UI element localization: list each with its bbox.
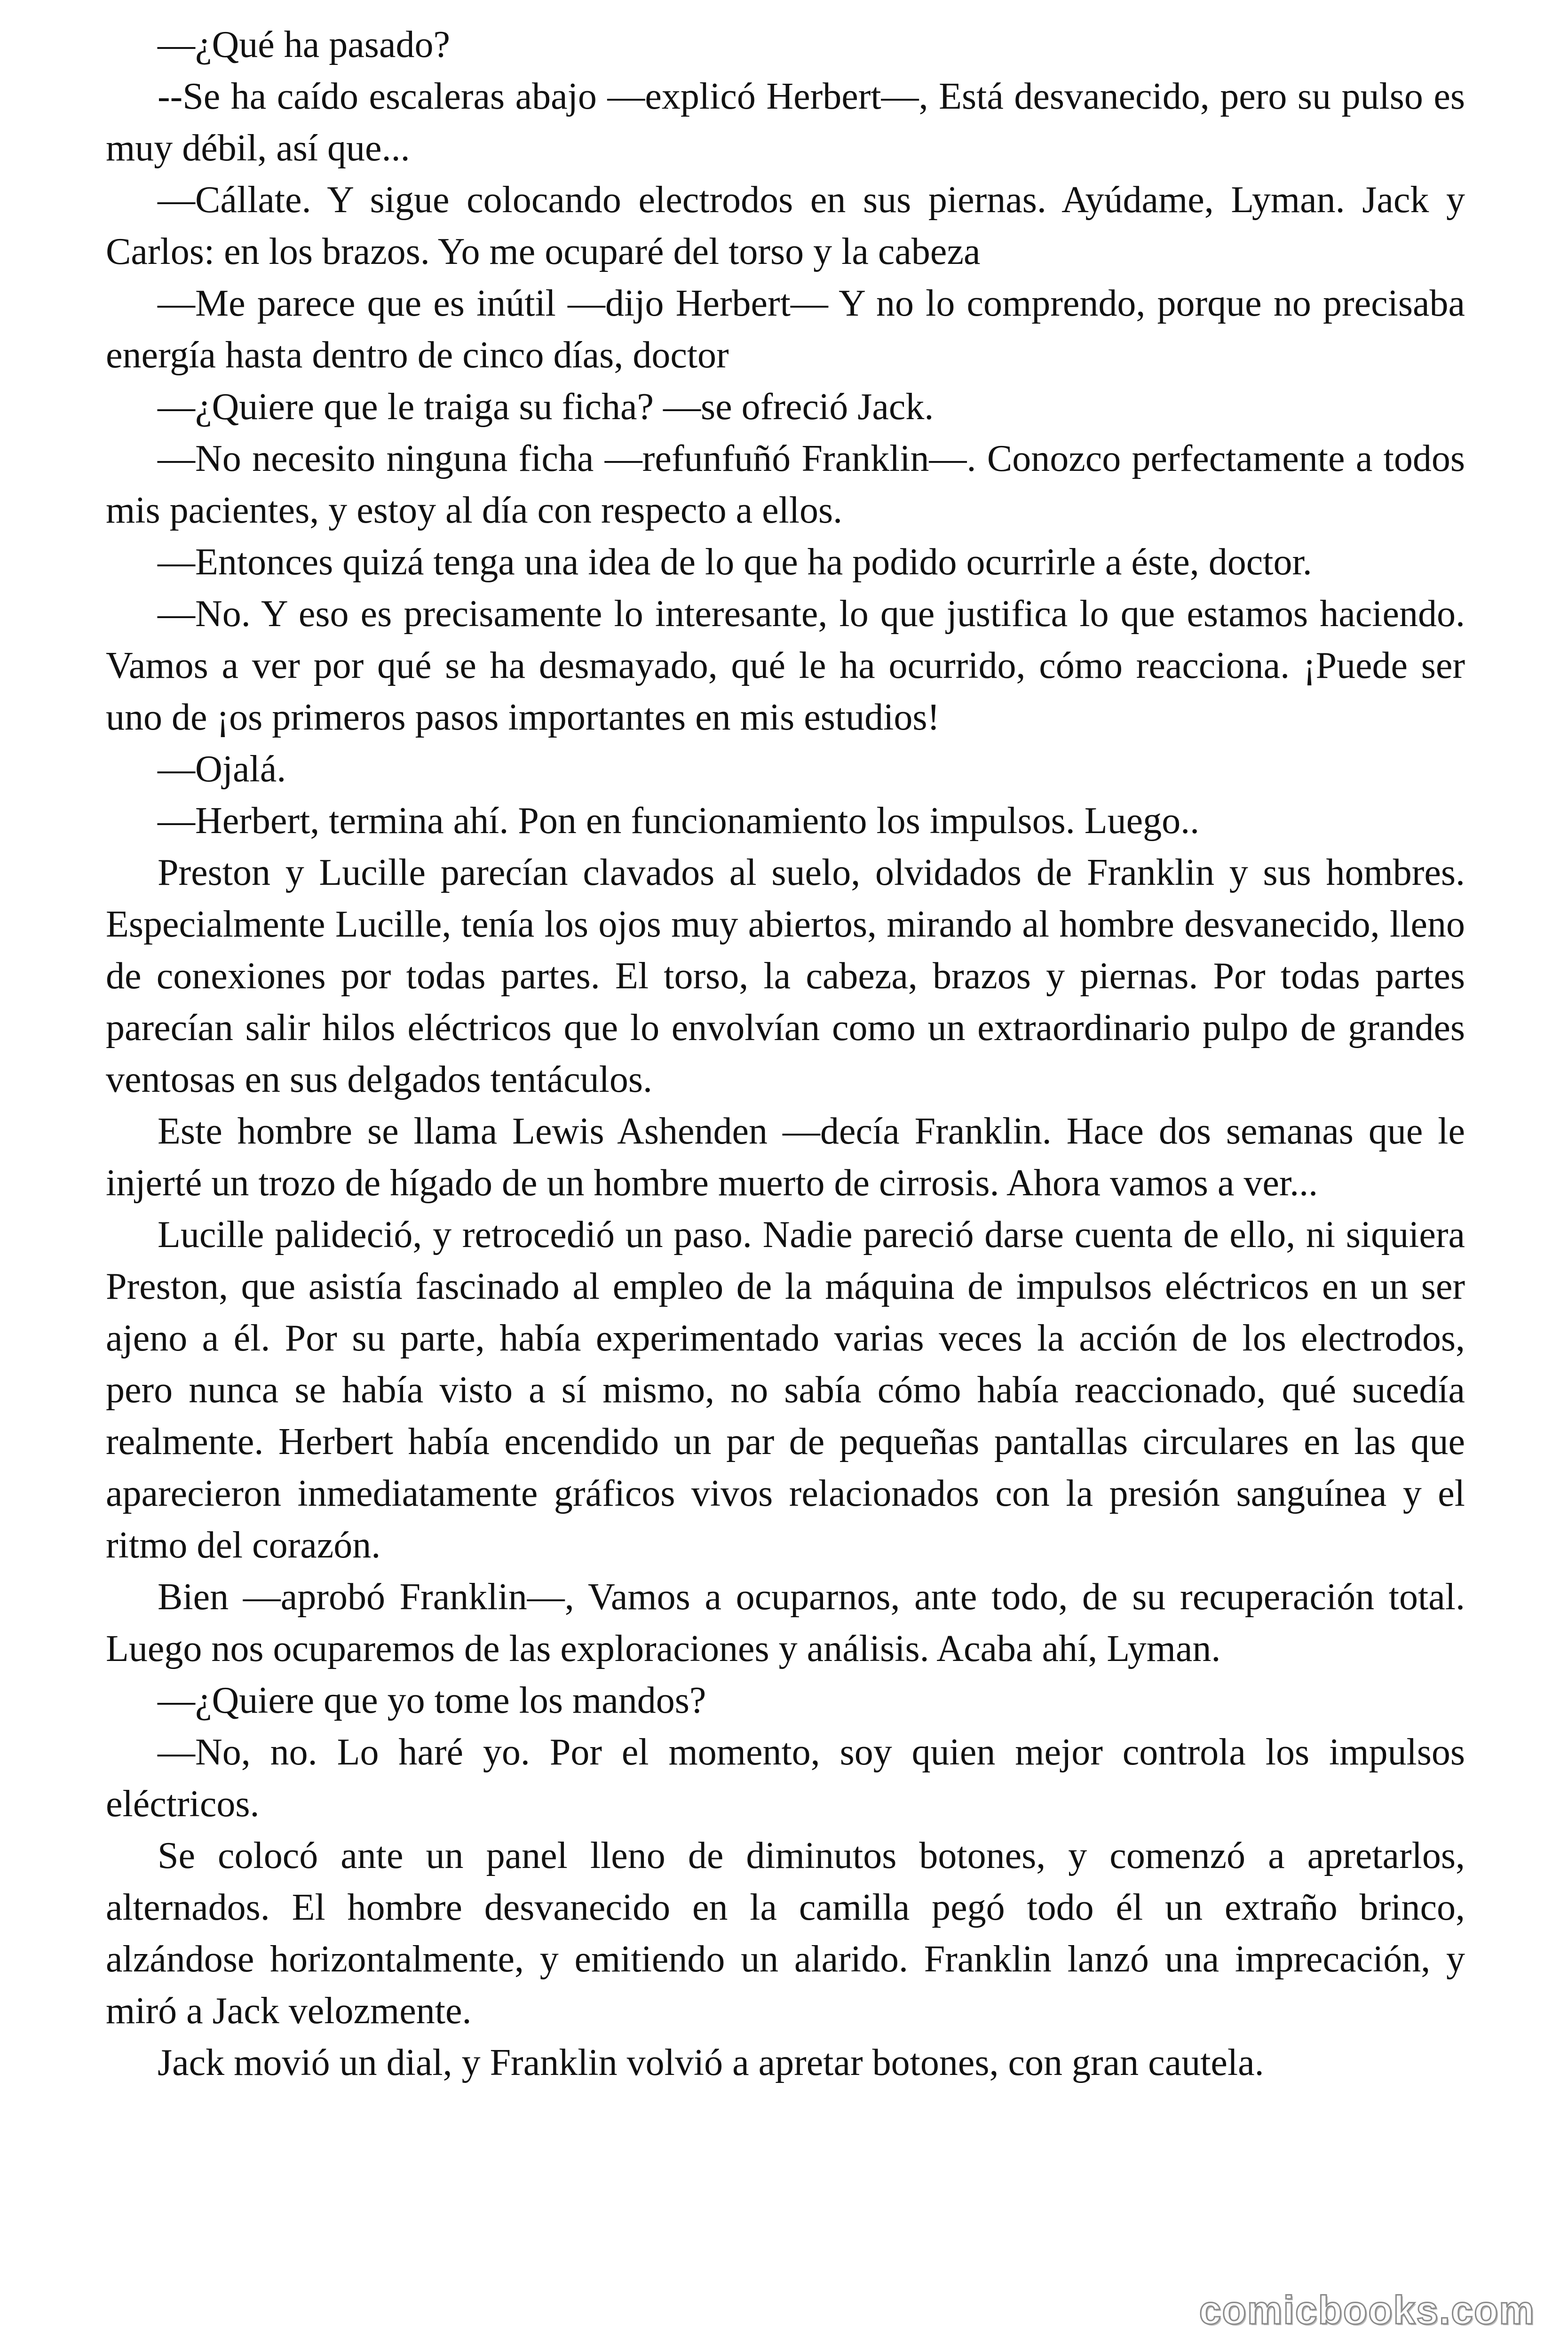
document-page xyxy=(106,19,1465,2089)
paragraph-8: —No. Y eso es precisamente lo interesante, lo que justifica lo que estamos haciendo. Vamos a ver por qué se ha desmayado, qué le ha ocurrido, cómo reacciona. ¡Puede ser uno de ¡os primeros pasos importantes en mis estudios! xyxy=(106,593,1465,738)
paragraph-15: —¿Quiere que yo tome los mandos? xyxy=(158,1680,706,1721)
paragraph-4: —Me parece que es inútil —dijo Herbert— Y no lo comprendo, porque no precisaba energía hasta dentro de cinco días, doctor xyxy=(106,283,1465,376)
paragraph-7: —Entonces quizá tenga una idea de lo que ha podido ocurrirle a éste, doctor. xyxy=(158,541,1312,583)
watermark-logo: comicbooks.com xyxy=(1199,2288,1535,2332)
paragraph-11: Preston y Lucille parecían clavados al suelo, olvidados de Franklin y sus hombres. Especialmente Lucille, tenía los ojos muy abiertos, mirando al hombre desvanecido, lleno de conexiones por todas partes. El torso, la cabeza, brazos y piernas. Por todas partes parecían salir hilos eléctricos que lo envolvían como un extraordinario pulpo de grandes ventosas en sus delgados tentáculos. xyxy=(106,852,1465,1100)
paragraph-13: Lucille palideció, y retrocedió un paso. Nadie pareció darse cuenta de ello, ni siquiera Preston, que asistía fascinado al empleo de la máquina de impulsos eléctricos en un ser ajeno a él. Por su parte, había experimentado varias veces la acción de los electrodos, pero nunca se había visto a sí mismo, no sabía cómo había reaccionado, qué sucedía realmente. Herbert había encendido un par de pequeñas pantallas circulares en las que aparecieron inmediatamente gráficos vivos relacionados con la presión sanguínea y el ritmo del corazón. xyxy=(106,1214,1465,1566)
paragraph-10: —Herbert, termina ahí. Pon en funcionamiento los impulsos. Luego.. xyxy=(158,800,1200,842)
paragraph-3: —Cállate. Y sigue colocando electrodos en sus piernas. Ayúdame, Lyman. Jack y Carlos: en los brazos. Yo me ocuparé del torso y la cabeza xyxy=(106,179,1465,272)
paragraph-5: —¿Quiere que le traiga su ficha? —se ofreció Jack. xyxy=(158,386,934,428)
paragraph-6: —No necesito ninguna ficha —refunfuñó Franklin—. Conozco perfectamente a todos mis pacientes, y estoy al día con respecto a ellos. xyxy=(106,438,1465,531)
paragraph-2: --Se ha caído escaleras abajo —explicó Herbert—, Está desvanecido, pero su pulso es muy débil, así que... xyxy=(106,76,1465,169)
paragraph-16: —No, no. Lo haré yo. Por el momento, soy quien mejor controla los impulsos eléctricos. xyxy=(106,1732,1465,1825)
paragraph-17: Se colocó ante un panel lleno de diminutos botones, y comenzó a apretarlos, alternados. El hombre desvanecido en la camilla pegó todo él un extraño brinco, alzándose horizontalmente, y emitiendo un alarido. Franklin lanzó una imprecación, y miró a Jack velozmente. xyxy=(106,1835,1465,2032)
paragraph-1: —¿Qué ha pasado? xyxy=(158,24,450,65)
paragraph-9: —Ojalá. xyxy=(158,748,286,790)
paragraph-14: Bien —aprobó Franklin—, Vamos a ocuparnos, ante todo, de su recuperación total. Luego nos ocuparemos de las exploraciones y análisis. Acaba ahí, Lyman. xyxy=(106,1576,1465,1669)
paragraph-18: Jack movió un dial, y Franklin volvió a apretar botones, con gran cautela. xyxy=(158,2042,1264,2083)
paragraph-12: Este hombre se llama Lewis Ashenden —decía Franklin. Hace dos semanas que le injerté un trozo de hígado de un hombre muerto de cirrosis. Ahora vamos a ver... xyxy=(106,1111,1465,1204)
